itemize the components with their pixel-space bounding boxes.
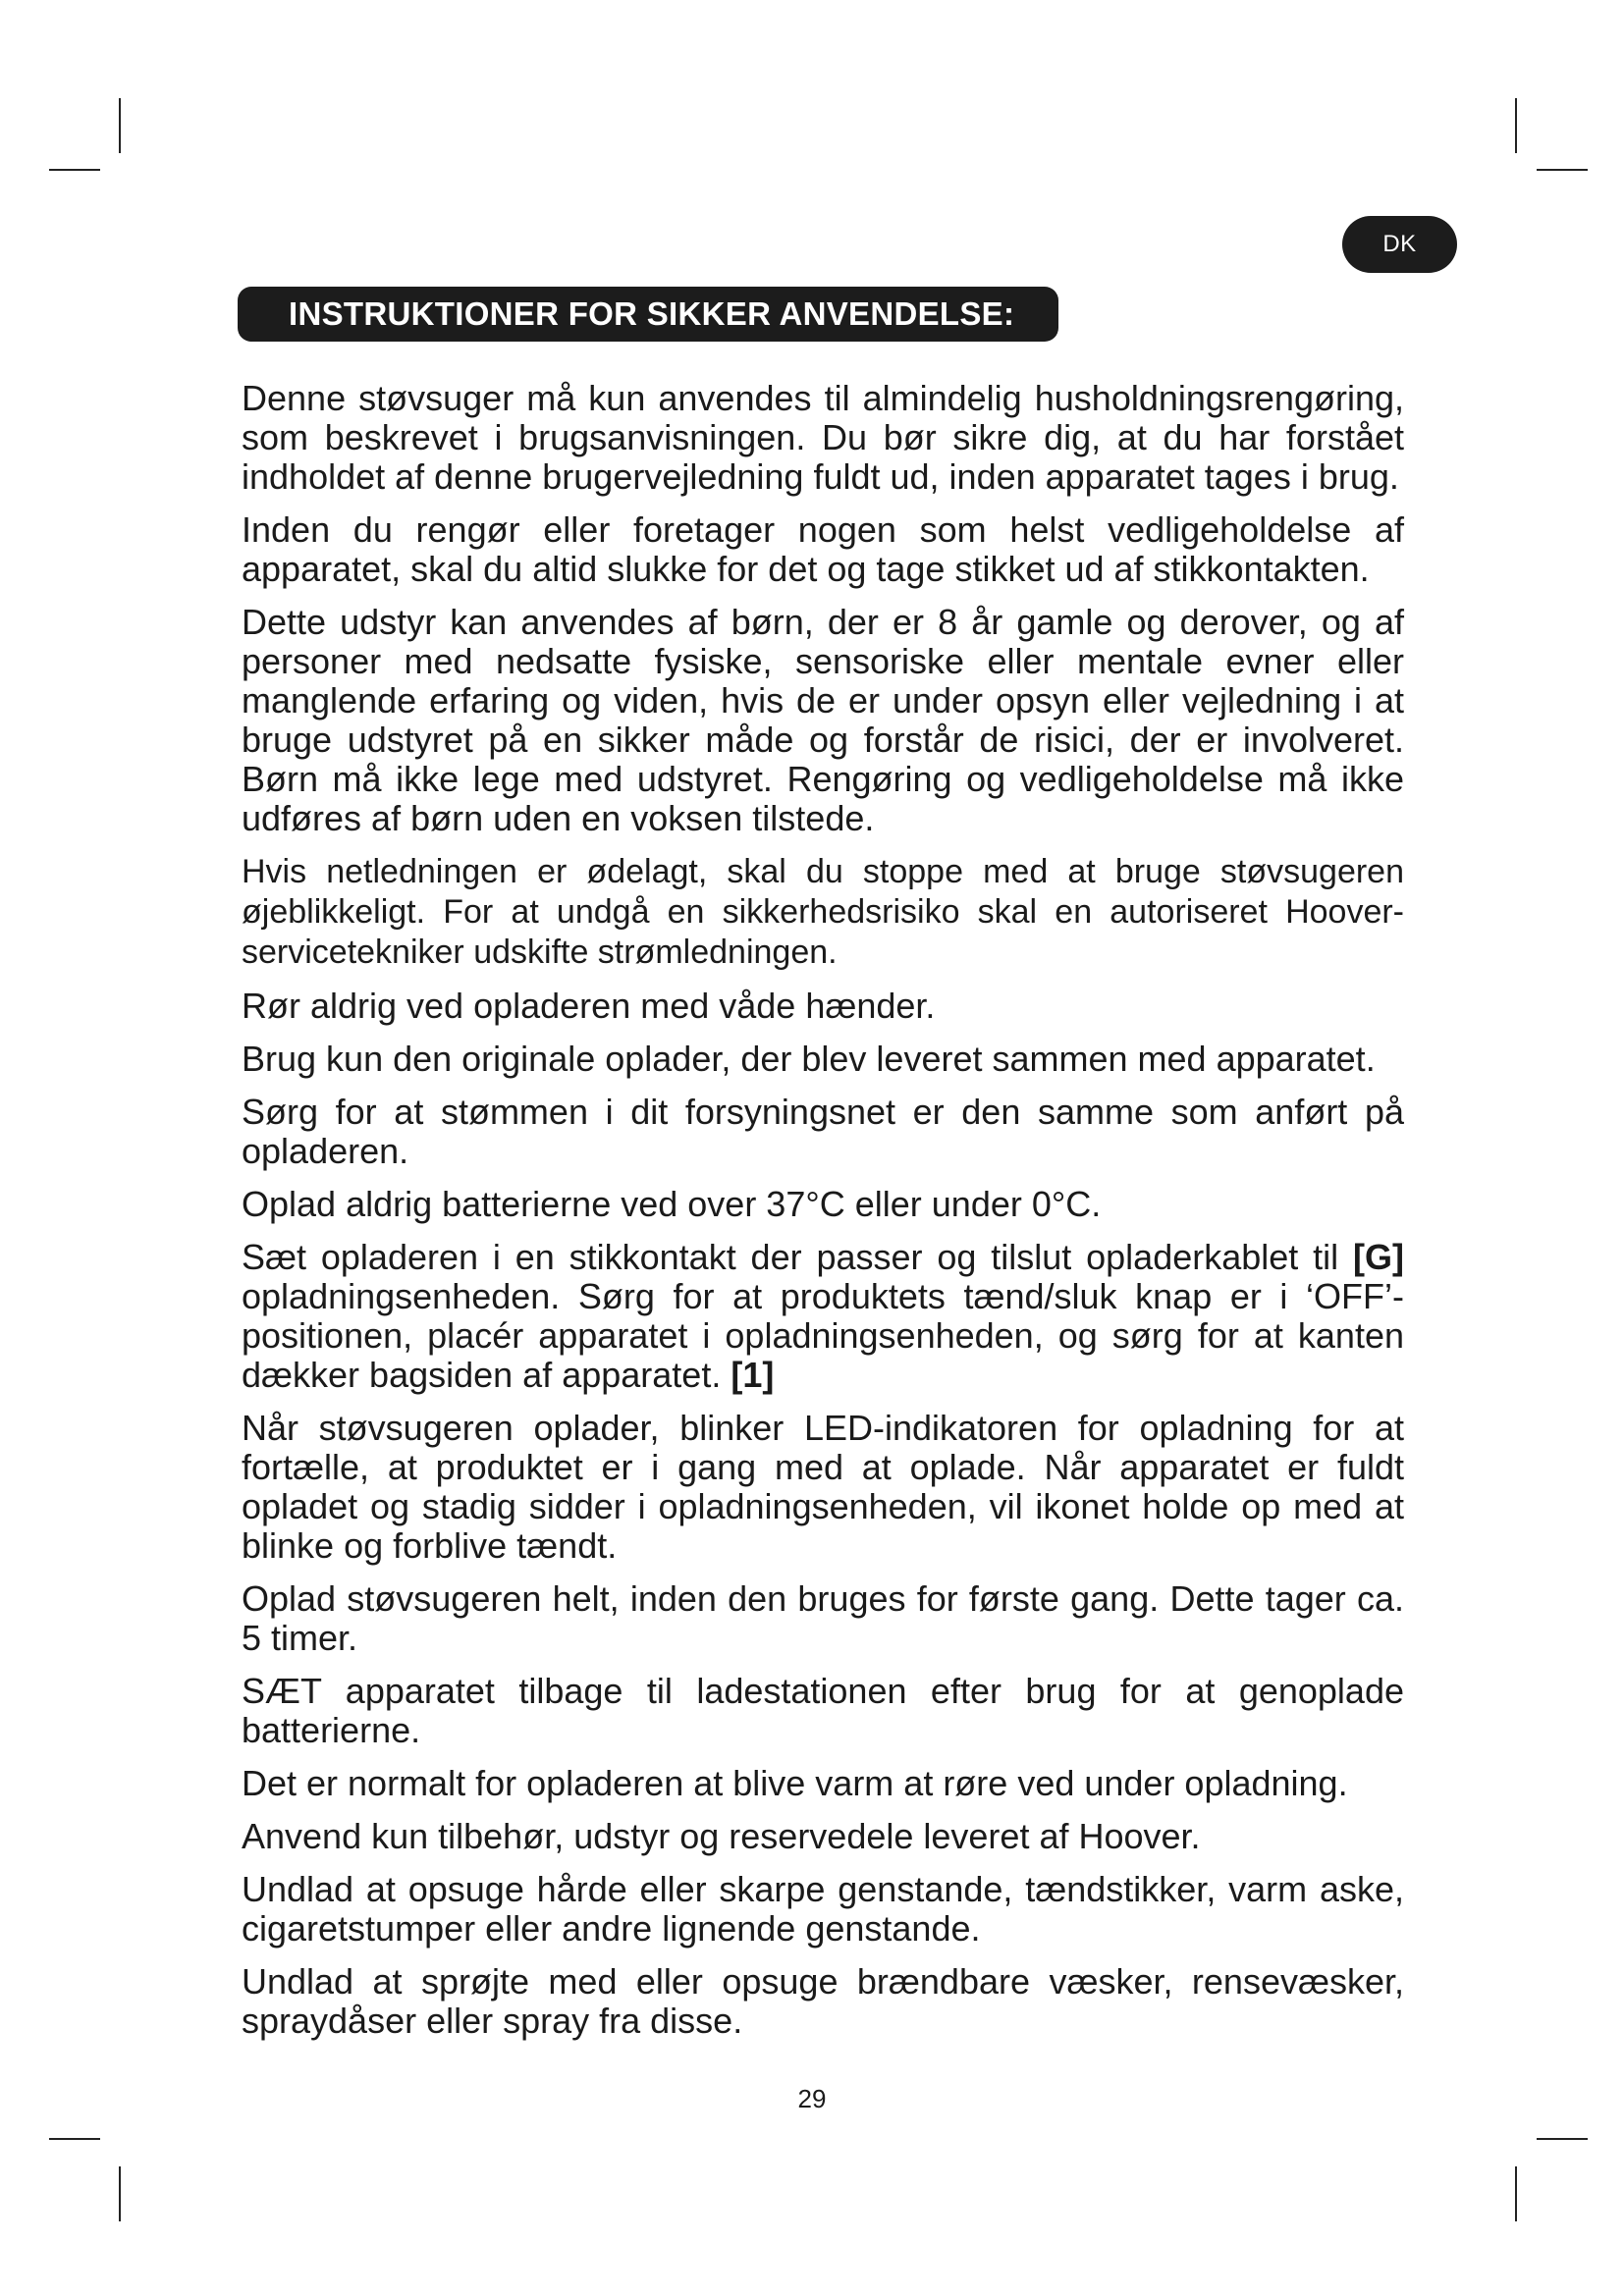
paragraph-led-indicator: Når støvsugeren oplader, blinker LED-indikatoren for opladning for at fortælle, at produktet er i gang med at oplade. Når apparatet er fuldt opladet og stadig sidder i opladningsenheden, vil ikonet holde op med at blinke og forblive tændt. [242,1408,1404,1566]
paragraph-flammable-liquids: Undlad at sprøjte med eller opsuge brændbare væsker, rensevæsker, spraydåser eller spray fra disse. [242,1961,1404,2041]
charging-text-middle: opladningsenheden. Sørg for at produktets tænd/sluk knap er i ‘OFF’-positionen, placér apparatet i opladningsenheden, og sørg for at kanten dækker bagsiden af apparatet. [242,1276,1404,1395]
figure-reference-g: [G] [1353,1237,1404,1277]
paragraph-accessories: Anvend kun tilbehør, udstyr og reservedele leveret af Hoover. [242,1816,1201,1856]
crop-mark-bottom-left-vertical [119,2166,121,2221]
paragraph-maintenance: Inden du rengør eller foretager nogen som helst vedligeholdelse af apparatet, skal du altid slukke for det og tage stikket ud af stikkontakten. [242,509,1404,589]
paragraph-original-charger: Brug kun den originale oplader, der blev leveret sammen med apparatet. [242,1039,1376,1079]
paragraph-temperature: Oplad aldrig batterierne ved over 37°C eller under 0°C. [242,1184,1102,1224]
crop-mark-top-right-horizontal [1537,169,1588,171]
crop-mark-bottom-right-vertical [1515,2166,1517,2221]
paragraph-usage: Denne støvsuger må kun anvendes til almindelig husholdningsrengøring, som beskrevet i brugsanvisningen. Du bør sikre dig, at du har forstået indholdet af denne brugervejledning fuldt ud, inden apparatet tages i brug. [242,378,1404,497]
crop-mark-top-left-vertical [119,98,121,153]
paragraph-charger-warm: Det er normalt for opladeren at blive varm at røre ved under opladning. [242,1763,1348,1803]
figure-reference-1: [1] [731,1355,775,1395]
page-number: 29 [797,2084,827,2113]
paragraph-power-cord: Hvis netledningen er ødelagt, skal du stoppe med at bruge støvsugeren øjeblikkeligt. For at undgå en sikkerhedsrisiko skal en autoriseret Hoover-servicetekniker udskifte strømledningen. [242,853,1404,971]
body-text [242,379,1404,2055]
language-badge: DK [1342,216,1457,273]
paragraph-wet-hands: Rør aldrig ved opladeren med våde hænder. [242,986,936,1026]
paragraph-voltage: Sørg for at stømmen i dit forsyningsnet er den samme som anført på opladeren. [242,1092,1404,1171]
crop-mark-bottom-left-horizontal [49,2138,100,2140]
paragraph-hard-objects: Undlad at opsuge hårde eller skarpe genstande, tændstikker, varm aske, cigaretstumper eller andre lignende genstande. [242,1869,1404,1949]
section-title-banner [238,287,1058,342]
section-title: INSTRUKTIONER FOR SIKKER ANVENDELSE: [289,295,1015,332]
paragraph-charging-setup [242,1238,1404,1395]
crop-mark-bottom-right-horizontal [1537,2138,1588,2140]
crop-mark-top-right-vertical [1515,98,1517,153]
charging-text-start: Sæt opladeren i en stikkontakt der passer og tilslut opladerkablet til [242,1237,1354,1277]
paragraph-children: Dette udstyr kan anvendes af børn, der er 8 år gamle og derover, og af personer med nedsatte fysiske, sensoriske eller mentale evner eller manglende erfaring og viden, hvis de er under opsyn eller vejledning i at bruge udstyret på en sikker måde og forstår de risici, der er involveret. Børn må ikke lege med udstyret. Rengøring og vedligeholdelse må ikke udføres af børn uden en voksen tilstede. [242,602,1404,838]
crop-mark-top-left-horizontal [49,169,100,171]
paragraph-first-charge: Oplad støvsugeren helt, inden den bruges for første gang. Dette tager ca. 5 timer. [242,1578,1404,1658]
paragraph-return-to-dock: SÆT apparatet tilbage til ladestationen efter brug for at genoplade batterierne. [242,1671,1404,1750]
